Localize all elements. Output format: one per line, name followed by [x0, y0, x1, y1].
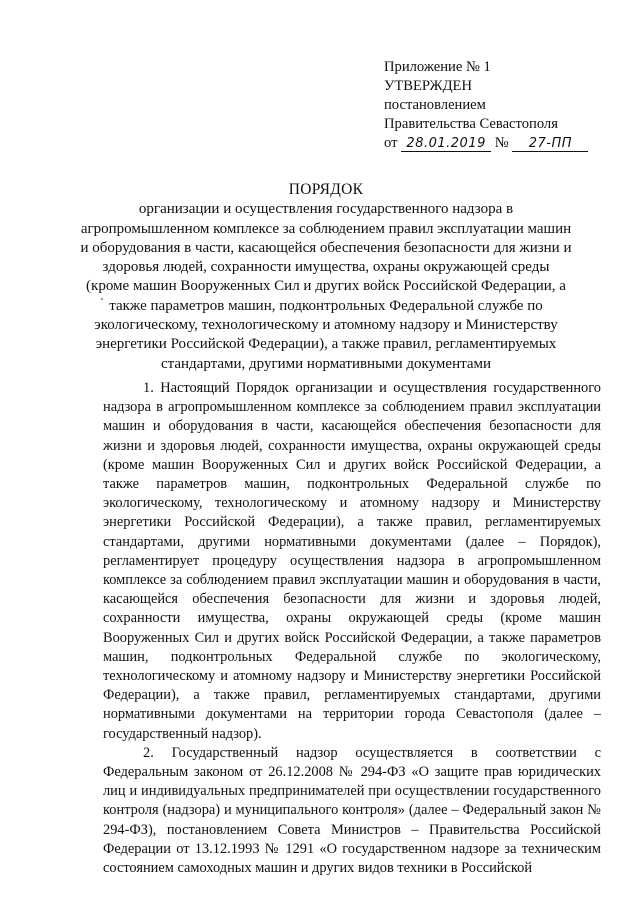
decree-date: 28.01.2019 — [401, 137, 491, 152]
scan-speck — [101, 298, 103, 300]
approval-block — [384, 58, 614, 153]
document-body — [103, 379, 601, 878]
date-number-line — [384, 134, 614, 153]
document-title — [80, 180, 572, 374]
paragraph-2: 2. Государственный надзор осуществляется в соответствии с Федеральным законом от 26.12.2008 № 294-ФЗ «О защите прав юридических лиц и индивидуальных предпринимателей при осуществлении государственного контроля (надзора) и муниципального контроля» (далее – Федеральный закон № 294-ФЗ), постановлением Совета Министров – Правительства Российской Федерации от 13.12.1993 № 1291 «О государственном надзоре за техническим состоянием самоходных машин и других видов техники в Российской — [103, 744, 601, 877]
approved-label: УТВЕРЖДЕН — [384, 78, 472, 94]
paragraph-1: 1. Настоящий Порядок организации и осуществления государственного надзора в агропромышленном комплексе за соблюдением правил эксплуатации машин и оборудования в части, касающейся обеспечения безопасности для жизни и здоровья людей, сохранности имущества, охраны окружающей среды (кроме машин Вооруженных Сил и других войск Российской Федерации, а также параметров машин, подконтрольных Федеральной службе по экологическому, технологическому и атомному надзору и Министерству энергетики Российской Федерации), а также правил, регламентируемых стандартами, другими нормативными документами (далее – Порядок), регламентирует процедуру осуществления надзора в агропромышленном комплексе за соблюдением правил эксплуатации машин и оборудования в части, касающейся обеспечения безопасности для жизни и здоровья людей, сохранности имущества, охраны окружающей среды (кроме машин Вооруженных Сил и других войск Российской Федерации, а также параметров машин, подконтрольных Федеральной службе по экологическому, технологическому и атомному надзору и Министерству энергетики Российской Федерации), а также правил, регламентируемых стандартами, другими нормативными документами на территории города Севастополя (далее – государственный надзор). — [103, 380, 601, 742]
government-label: Правительства Севастополя — [384, 116, 558, 132]
number-prefix: № — [494, 135, 509, 151]
decree-number: 27-ПП — [512, 137, 588, 152]
decree-label: постановлением — [384, 97, 486, 113]
title-heading: ПОРЯДОК — [288, 181, 364, 198]
appendix-label: Приложение № 1 — [384, 59, 491, 75]
from-prefix: от — [384, 135, 398, 151]
title-text: организации и осуществления государственного надзора в агропромышленном комплексе за соблюдением правил эксплуатации машин и оборудования в части, касающейся обеспечения безопасности для жизни и здоровья людей, сохранности имущества, охраны окружающей среды (кроме машин Вооруженных Сил и других войск Российской Федерации, а также параметров машин, подконтрольных Федеральной службе по экологическому, технологическому и атомному надзору и Министерству энергетики Российской Федерации), а также правил, регламентируемых стандартами, другими нормативными документами — [80, 201, 572, 372]
